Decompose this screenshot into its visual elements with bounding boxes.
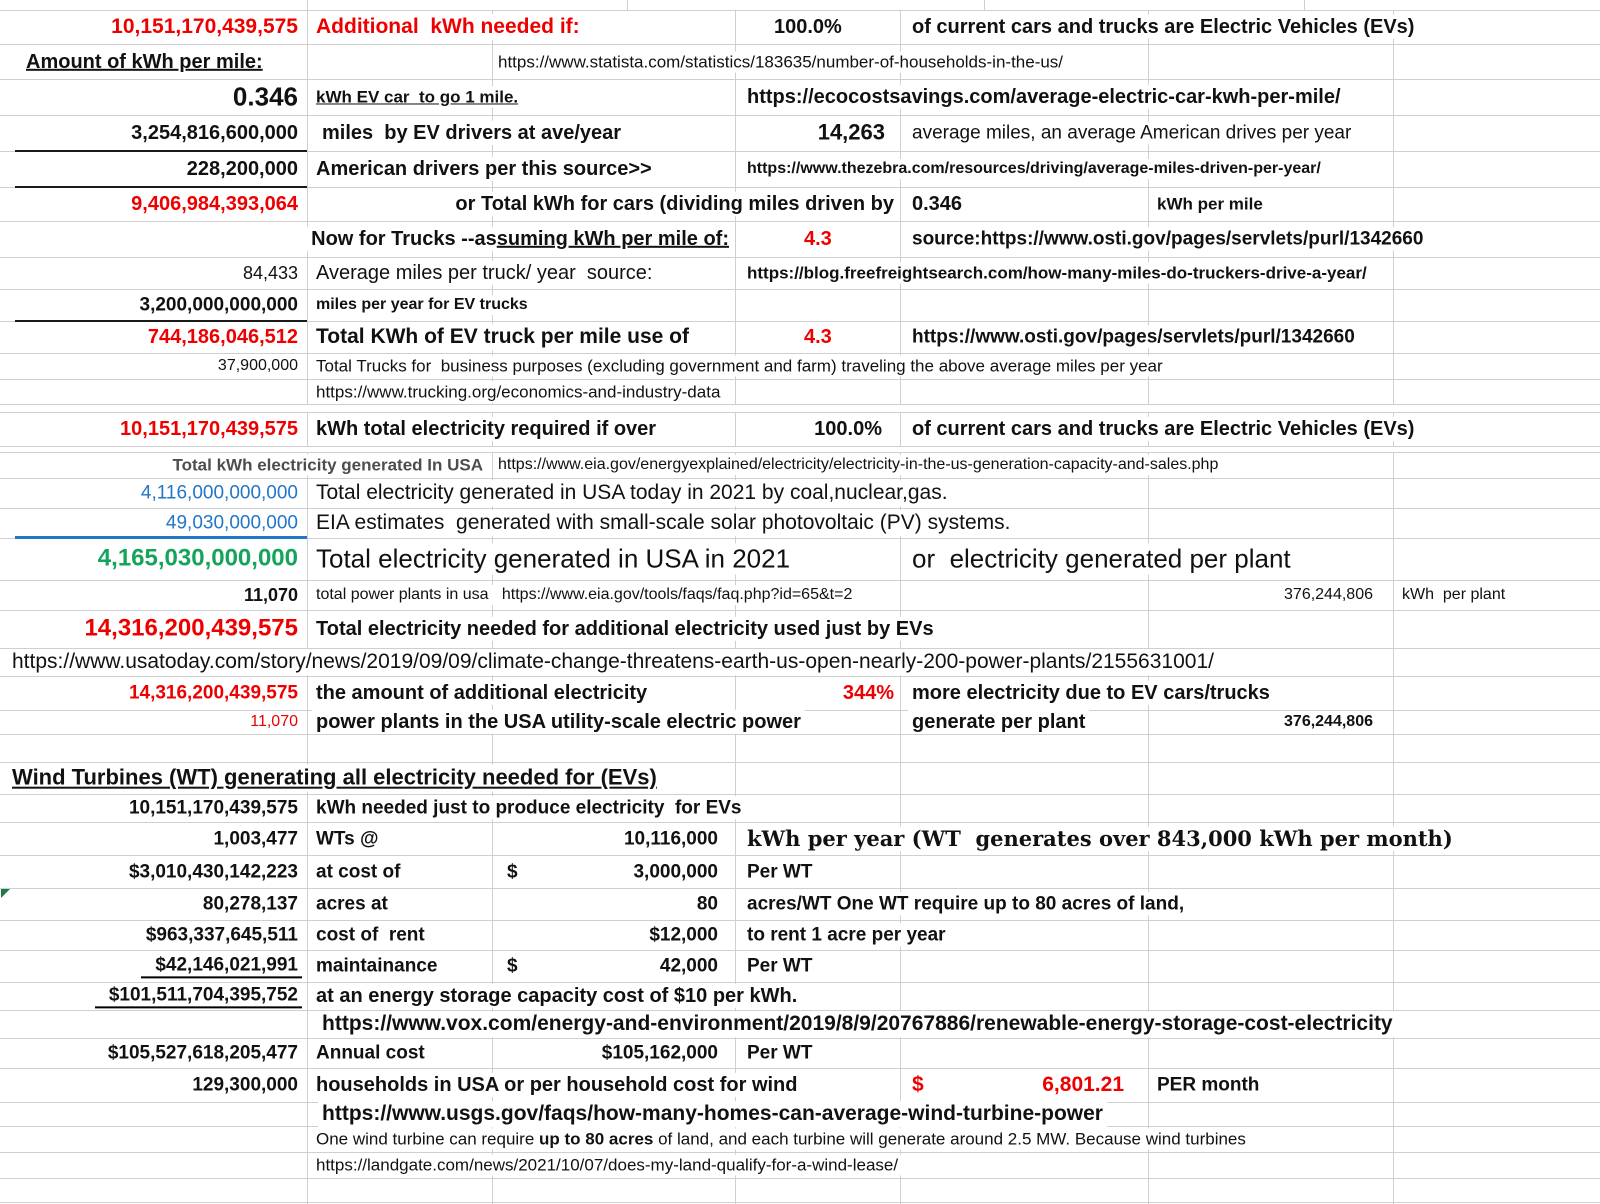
cell-r36b-usgs-url[interactable]: https://www.usgs.gov/faqs/how-many-homes-can-average-wind-turbine-power: [318, 1101, 1107, 1127]
cell-r22d-percent-more[interactable]: 344%: [839, 681, 898, 705]
cell-r38b-landgate-url[interactable]: https://landgate.com/news/2021/10/07/does-my-land-qualify-for-a-wind-lease/: [312, 1154, 902, 1175]
row-36: [0, 1102, 1600, 1127]
turbine-note-bold: up to 80 acres: [539, 1129, 654, 1149]
cell-r28c-cost-per-wt[interactable]: 3,000,000: [629, 860, 722, 883]
cell-r6f-kwh-per-mile-unit[interactable]: kWh per mile: [1153, 193, 1267, 214]
cell-r8a-miles-per-truck[interactable]: 84,433: [239, 262, 302, 284]
cell-r30a-rent-cost[interactable]: $963,337,645,511: [142, 923, 302, 946]
row-26: [0, 794, 1600, 823]
cell-r23e-generate-per-plant[interactable]: generate per plant: [908, 710, 1089, 734]
cell-r7b-trucks-heading[interactable]: [307, 227, 733, 251]
cell-r4e-average-miles-label[interactable]: average miles, an average American drives per year: [908, 121, 1355, 144]
cell-r5b-drivers-label[interactable]: American drivers per this source>>: [312, 157, 656, 181]
cell-r31c-dollar-sign[interactable]: $: [503, 954, 522, 977]
cell-r17b-solar-label[interactable]: EIA estimates generated with small-scale solar photovoltaic (PV) systems.: [312, 510, 1014, 536]
row-17: [0, 508, 1600, 539]
cell-r28d-per-wt-label[interactable]: Per WT: [743, 860, 816, 883]
row-2: [0, 44, 1600, 80]
cell-r3a-kwh-per-mile-value[interactable]: 0.346: [229, 81, 302, 112]
cell-r35a-households-count[interactable]: 129,300,000: [188, 1073, 302, 1096]
row-16: [0, 478, 1600, 509]
cell-r31c-maint-per-wt[interactable]: 42,000: [656, 954, 722, 977]
turbine-note-part2: of land, and each turbine will generate around 2.5 MW. Because wind turbines: [653, 1129, 1246, 1149]
cell-r26b-kwh-needed-label[interactable]: kWh needed just to produce electricity for EVs: [312, 796, 745, 819]
cell-r35e-dollar-sign[interactable]: $: [908, 1072, 928, 1098]
cell-r18e-per-plant-label[interactable]: or electricity generated per plant: [908, 543, 1295, 574]
cell-r37b-turbine-note[interactable]: [312, 1128, 1250, 1149]
cell-r19b-power-plants-label[interactable]: total power plants in usa https://www.eia.gov/tools/faqs/faq.php?id=65&t=2: [312, 585, 856, 605]
cell-r1b-additional-kwh-label[interactable]: Additional kWh needed if:: [312, 14, 584, 40]
row-19: [0, 580, 1600, 611]
cell-r28c-dollar-sign[interactable]: $: [503, 860, 522, 883]
cell-r21a-usatoday-url[interactable]: https://www.usatoday.com/story/news/2019/09/09/climate-change-threatens-earth-us-open-nearly-200-power-plants/2155631001/: [8, 649, 1218, 675]
cell-r33b-vox-url[interactable]: https://www.vox.com/energy-and-environment/2019/8/9/20767886/renewable-energy-storage-cost-electricity: [318, 1011, 1397, 1037]
row-23: [0, 710, 1600, 735]
cell-r29d-acres-note[interactable]: acres/WT One WT require up to 80 acres of land,: [743, 892, 1188, 915]
cell-r20a-total-needed[interactable]: 14,316,200,439,575: [80, 615, 302, 644]
cell-r4d-average-miles[interactable]: 14,263: [814, 120, 889, 147]
row-5: [0, 151, 1600, 188]
cell-r14e-ev-share-label[interactable]: of current cars and trucks are Electric Vehicles (EVs): [908, 417, 1418, 441]
row-24-blank: [0, 734, 1600, 763]
row-9: [0, 289, 1600, 322]
row-22: [0, 676, 1600, 711]
row-21: [0, 648, 1600, 677]
cell-r23f-kwh-per-plant[interactable]: 376,244,806: [1280, 712, 1377, 732]
cell-r14d-percent-ev[interactable]: 100.0%: [810, 417, 886, 441]
cell-r35e-cost-per-household[interactable]: 6,801.21: [1038, 1072, 1128, 1098]
row-28: [0, 855, 1600, 889]
cell-r34d-per-wt-label[interactable]: Per WT: [743, 1041, 816, 1064]
row-32: [0, 982, 1600, 1011]
cell-r17a-solar-estimate[interactable]: 49,030,000,000: [162, 511, 302, 534]
cell-note-marker-icon: [1, 889, 10, 898]
cell-r20b-total-needed-label[interactable]: Total electricity needed for additional electricity used just by EVs: [312, 617, 938, 641]
cell-r6e-kwh-per-mile-value[interactable]: 0.346: [908, 192, 966, 216]
cell-r19a-power-plants-count[interactable]: 11,070: [240, 584, 302, 606]
cell-r32b-storage-label[interactable]: at an energy storage capacity cost of $10 per kWh.: [312, 984, 801, 1008]
cell-r32a-storage-cost[interactable]: $101,511,704,395,752: [95, 983, 302, 1008]
cell-r10d-truck-kwh-rate[interactable]: 4.3: [800, 325, 836, 349]
trucks-heading-part2: suming kWh per mile of:: [496, 227, 729, 250]
cell-r3b-kwh-ev-car-label[interactable]: kWh EV car to go 1 mile.: [312, 86, 522, 107]
cell-r27a-wt-count[interactable]: 1,003,477: [209, 827, 302, 850]
cell-r28a-total-wt-cost[interactable]: $3,010,430,142,223: [125, 860, 302, 883]
cell-r22a-additional-electricity[interactable]: 14,316,200,439,575: [125, 681, 302, 704]
cell-r10b-truck-kwh-label[interactable]: Total KWh of EV truck per mile use of: [312, 324, 693, 350]
cell-r11b-total-trucks-label[interactable]: Total Trucks for business purposes (excluding government and farm) traveling the above average miles per year: [312, 355, 1167, 376]
row-31: [0, 950, 1600, 983]
cell-r35f-per-month-label[interactable]: PER month: [1153, 1073, 1263, 1096]
cell-r7d-truck-kwh-per-mile[interactable]: 4.3: [800, 227, 836, 251]
cell-r2a-kwh-per-mile-heading[interactable]: Amount of kWh per mile:: [22, 49, 267, 73]
cell-r14b-kwh-required-label[interactable]: kWh total electricity required if over: [312, 417, 660, 441]
row-1: [0, 10, 1600, 45]
cell-r30b-rent-label[interactable]: cost of rent: [312, 923, 429, 946]
cell-r8b-truck-miles-label[interactable]: Average miles per truck/ year source:: [312, 261, 656, 285]
section-title-wind-turbines[interactable]: Wind Turbines (WT) generating all electricity needed for (EVs): [8, 765, 661, 792]
cell-r31b-maintenance-label[interactable]: maintainance: [312, 954, 441, 977]
row-27: [0, 822, 1600, 856]
row-39-blank: [0, 1178, 1600, 1203]
gridline: [984, 0, 985, 10]
cell-r16a-electricity-generated[interactable]: 4,116,000,000,000: [137, 481, 302, 504]
cell-r16b-generated-label[interactable]: Total electricity generated in USA today in 2021 by coal,nuclear,gas.: [312, 480, 952, 506]
row-8: [0, 257, 1600, 290]
cell-r29b-acres-at-label[interactable]: acres at: [312, 892, 392, 915]
row-6: [0, 187, 1600, 222]
cell-r1d-percent-ev[interactable]: 100.0%: [770, 15, 846, 39]
cell-r26a-kwh-needed[interactable]: 10,151,170,439,575: [125, 796, 302, 819]
cell-r28b-at-cost-label[interactable]: at cost of: [312, 860, 404, 883]
cell-r35b-households-label[interactable]: households in USA or per household cost for wind: [312, 1073, 802, 1097]
row-20: [0, 610, 1600, 649]
cell-r34c-annual-per-wt[interactable]: $105,162,000: [598, 1041, 722, 1064]
row-12: [0, 379, 1600, 405]
cell-r27d-kwh-per-year-note[interactable]: kWh per year (WT generates over 843,000 kWh per month): [743, 826, 1457, 852]
cell-r6a-total-kwh-cars[interactable]: 9,406,984,393,064: [127, 192, 302, 216]
cell-r10a-truck-kwh-total[interactable]: 744,186,046,512: [144, 325, 302, 349]
row-10: [0, 321, 1600, 354]
row-7: [0, 221, 1600, 258]
gridline: [1304, 0, 1305, 10]
cell-r9b-truck-miles-label[interactable]: miles per year for EV trucks: [312, 295, 532, 315]
cell-r18a-total-generated-2021[interactable]: 4,165,030,000,000: [94, 545, 302, 574]
row-30: [0, 920, 1600, 951]
row-37: [0, 1126, 1600, 1153]
cell-r23a-plants-count[interactable]: 11,070: [246, 712, 302, 732]
cell-r14a-kwh-total-required[interactable]: 10,151,170,439,575: [116, 417, 302, 441]
row-11: [0, 353, 1600, 380]
cell-r23b-plants-label[interactable]: power plants in the USA utility-scale electric power: [312, 710, 805, 734]
cell-r30d-rent-note[interactable]: to rent 1 acre per year: [743, 923, 950, 946]
cell-r8d-freefreightsearch-url[interactable]: https://blog.freefreightsearch.com/how-many-miles-do-truckers-drive-a-year/: [743, 262, 1371, 283]
row-29: [0, 888, 1600, 921]
cell-r15c-eia-url[interactable]: https://www.eia.gov/energyexplained/electricity/electricity-in-the-us-generation-capacity-and-sales.php: [494, 455, 1222, 475]
cell-r4a-miles-by-ev[interactable]: 3,254,816,600,000: [127, 121, 302, 145]
row-34: [0, 1038, 1600, 1069]
cell-r5d-thezebra-url[interactable]: https://www.thezebra.com/resources/driving/average-miles-driven-per-year/: [743, 159, 1325, 179]
cell-r29a-total-acres[interactable]: 80,278,137: [199, 892, 302, 915]
cell-r6b-total-kwh-label[interactable]: or Total kWh for cars (dividing miles driven by: [451, 192, 898, 216]
cell-r9a-truck-miles-total[interactable]: 3,200,000,000,000: [136, 293, 303, 316]
gridline: [307, 0, 308, 10]
cell-r4b-miles-label[interactable]: miles by EV drivers at ave/year: [318, 121, 625, 145]
cell-r5a-american-drivers[interactable]: 228,200,000: [183, 157, 302, 181]
cell-r34a-annual-cost-total[interactable]: $105,527,618,205,477: [104, 1041, 302, 1064]
cell-r10e-osti-url[interactable]: https://www.osti.gov/pages/servlets/purl/1342660: [908, 325, 1359, 348]
cell-r27c-kwh-per-wt[interactable]: 10,116,000: [620, 827, 722, 850]
cell-r34b-annual-cost-label[interactable]: Annual cost: [312, 1041, 429, 1064]
row-3: [0, 79, 1600, 116]
cell-r29c-acres-per-wt[interactable]: 80: [693, 892, 722, 915]
cell-r30c-rent-per-acre[interactable]: $12,000: [645, 923, 722, 946]
cell-r1e-ev-share-label[interactable]: of current cars and trucks are Electric Vehicles (EVs): [908, 15, 1418, 39]
turbine-note-part1: One wind turbine can require: [316, 1129, 540, 1149]
cell-r22e-more-electricity-label[interactable]: more electricity due to EV cars/trucks: [908, 681, 1274, 705]
cell-r22b-additional-label[interactable]: the amount of additional electricity: [312, 681, 651, 705]
cell-r18b-total-generated-label[interactable]: Total electricity generated in USA in 2021: [312, 543, 794, 574]
cell-r19f-kwh-per-plant-value[interactable]: 376,244,806: [1280, 585, 1377, 605]
trucks-heading-part1: Now for Trucks --as: [311, 227, 497, 250]
cell-r31a-maintenance-cost[interactable]: $42,146,021,991: [141, 953, 302, 978]
cell-r11a-total-trucks[interactable]: 37,900,000: [214, 356, 302, 376]
row-38: [0, 1152, 1600, 1179]
row-14: [0, 412, 1600, 447]
row-4: [0, 115, 1600, 152]
cell-r2c-statista-url[interactable]: https://www.statista.com/statistics/183635/number-of-households-in-the-us/: [494, 51, 1067, 72]
gridline: [627, 0, 628, 10]
cell-r15a-generated-usa-label[interactable]: Total kWh electricity generated In USA: [169, 454, 487, 475]
cell-r31d-per-wt-label[interactable]: Per WT: [743, 954, 816, 977]
cell-r7e-osti-source-url[interactable]: source:https://www.osti.gov/pages/servlets/purl/1342660: [908, 227, 1427, 250]
cell-r19g-kwh-per-plant-unit[interactable]: kWh per plant: [1398, 585, 1509, 605]
cell-r3d-ecocostsavings-url[interactable]: https://ecocostsavings.com/average-electric-car-kwh-per-mile/: [743, 85, 1345, 109]
row-25: [0, 762, 1600, 795]
cell-r27b-wts-at-label[interactable]: WTs @: [312, 827, 383, 850]
row-18: [0, 538, 1600, 581]
cell-r12b-trucking-url[interactable]: https://www.trucking.org/economics-and-industry-data: [312, 381, 724, 402]
row-33: [0, 1010, 1600, 1039]
cell-r1a-additional-kwh-total[interactable]: 10,151,170,439,575: [107, 14, 302, 40]
row-15: [0, 452, 1600, 479]
row-35: [0, 1068, 1600, 1103]
